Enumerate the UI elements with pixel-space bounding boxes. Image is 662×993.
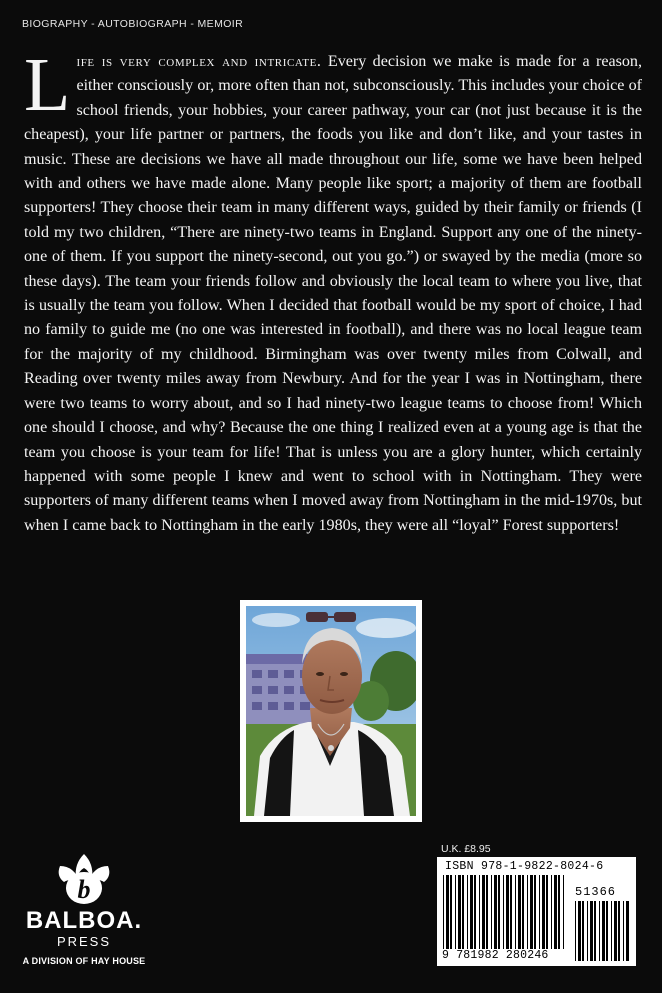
publisher-name: BALBOA. — [25, 907, 143, 934]
svg-text:b: b — [77, 875, 91, 904]
isbn-barcode — [437, 857, 636, 966]
author-photo-frame — [240, 600, 422, 822]
isbn-text: ISBN 978-1-9822-8024-6 — [445, 860, 604, 873]
blurb-body: Every decision we make is made for a reason, either consciously or, more often than not, subconsciously. This includes your choice of school friends, your hobbies, your career pathway, your car (not just because it is the cheapest), your life partner or partners, the foods you like and don’t like, and your tastes in music. These are decisions we have all made throughout our life, some we have been helped with and others we have made alone. Many people like sport; a majority of them are football supporters! They choose their team in many different ways, guided by their family or friends (I told my two children, “There are ninety-two teams in England. Support any one of the ninety-one of them. If you support the ninety-second, out you go.”) or swayed by the media (more so these days). The team your friends follow and obviously the local team to where you live, that is usually the team you follow. When I decided that football would be my sport of choice, I had no family to guide me (no one was interested in football), and there was no local league team for the majority of my childhood. Birmingham was over twenty miles from Colwall, and Reading over twenty miles away from Newbury. And for the year I was in Nottingham, there were two teams to worry about, and so I had ninety-two league teams to choose from! Which one should I choose, and why? Because the one thing I realized even at a young age is that the team you choose is your team for life! That is unless you are a glory hunter, which certainly happened with some people I knew and went to school with in Nottingham. They were supporters of many different teams when I moved away from Nottingham in the mid-1970s, but when I came back to Nottingham in the early 1980s, they were all “loyal” Forest supporters! — [24, 53, 642, 534]
price-label: U.K. £8.95 — [441, 843, 491, 855]
back-cover-blurb — [24, 43, 642, 538]
publisher-division: A DIVISION OF HAY HOUSE — [22, 956, 146, 966]
ean-digits: 9 781982 280246 — [442, 949, 549, 962]
blurb-lead: ife is very complex and intricate. — [76, 53, 322, 70]
price-code: 51366 — [575, 885, 617, 899]
author-photo — [246, 606, 416, 816]
category-label: BIOGRAPHY - AUTOBIOGRAPH - MEMOIR — [22, 18, 244, 30]
drop-cap: L — [24, 43, 71, 127]
publisher-imprint: PRESS — [56, 934, 112, 949]
publisher-logo — [18, 852, 150, 966]
lotus-b-icon — [52, 852, 116, 906]
